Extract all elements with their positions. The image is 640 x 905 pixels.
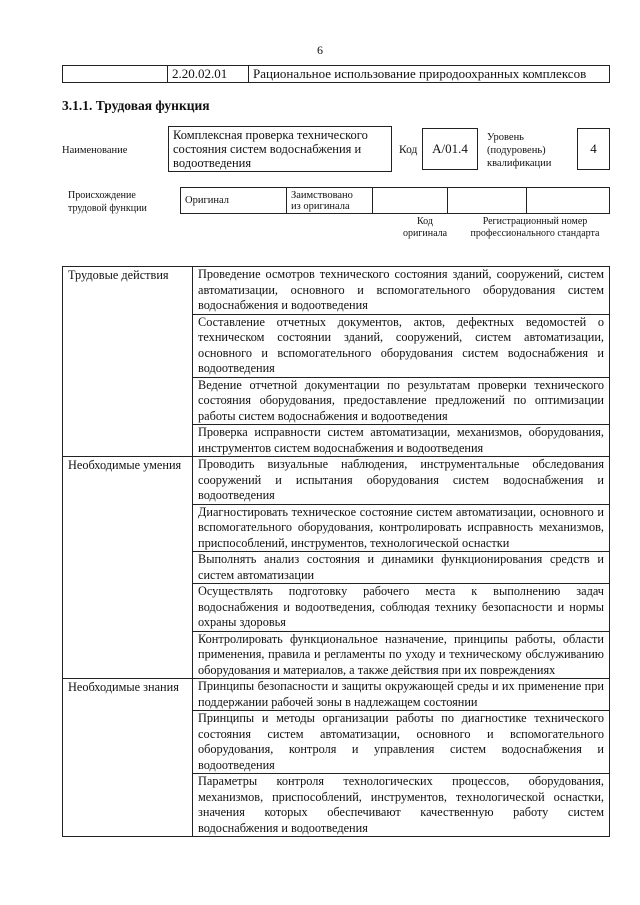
function-details-table: [62, 266, 610, 837]
level-label-line-2: (подуровень): [487, 145, 546, 156]
origin-borrowed-line-1: Заимствовано: [291, 189, 353, 201]
top-row-empty-cell: [63, 66, 168, 83]
level-label: [487, 131, 551, 170]
origin-reg-number-cell: [527, 188, 610, 214]
table-row: [63, 267, 610, 315]
section-category: Необходимые умения: [63, 457, 193, 679]
section-category: Трудовые действия: [63, 267, 193, 457]
section-item: Осуществлять подготовку рабочего места к выполнению задач водоснабжения и водоотведения, соблюдая технику безопасности и нормы охраны здоровья: [193, 584, 610, 632]
origin-label-line-1: Происхождение: [68, 190, 136, 201]
top-code-row: [62, 65, 610, 83]
origin-code-cell: [448, 188, 527, 214]
top-row-title: Рациональное использование природоохранных комплексов: [249, 66, 610, 83]
name-label: Наименование: [62, 145, 128, 156]
qualification-level: 4: [577, 128, 610, 170]
section-item: Параметры контроля технологических процессов, оборудования, механизмов, приспособлений, инструментов, технологической оснастки, значения которых обеспечивают качественную работу систем водоснабжения и водоотведения: [193, 774, 610, 837]
top-row-code: 2.20.02.01: [168, 66, 249, 83]
code-original-line-1: Код: [417, 216, 433, 227]
code-original-line-2: оригинала: [402, 228, 448, 239]
section-item: Составление отчетных документов, актов, дефектных ведомостей о техническом состоянии зданий, сооружений, систем автоматизации, основного и вспомогательного оборудования систем водоснабжения и водоотведения: [193, 314, 610, 377]
table-row: [63, 457, 610, 505]
section-item: Контролировать функциональное назначение, принципы работы, области применения, правила и регламенты по уходу и техническому обслуживанию оборудования и материалов, а также действия при их повреждениях: [193, 631, 610, 679]
section-item: Проверка исправности систем автоматизации, механизмов, оборудования, инструментов систем водоснабжения и водоотведения: [193, 425, 610, 457]
section-item: Проводить визуальные наблюдения, инструментальные обследования сооружений и испытания оборудования систем водоснабжения и водоотведения: [193, 457, 610, 505]
reg-number-label: [462, 216, 608, 240]
origin-label: [68, 189, 147, 215]
section-item: Диагностировать техническое состояние систем автоматизации, основного и вспомогательного оборудования, контролировать исправность механизмов, приспособлений, инструментов, технологической оснастки: [193, 504, 610, 552]
section-item: Принципы безопасности и защиты окружающей среды и их применение при поддержании рабочей зоны в надлежащем состоянии: [193, 679, 610, 711]
code-label: Код: [399, 144, 418, 156]
origin-empty-cell: [373, 188, 448, 214]
origin-original-cell: [181, 188, 287, 214]
section-title: 3.1.1. Трудовая функция: [62, 98, 210, 113]
page-number: 6: [317, 43, 323, 57]
origin-label-line-2: трудовой функции: [68, 203, 147, 214]
origin-table: [180, 187, 610, 214]
section-item: Принципы и методы организации работы по диагностике технического состояния систем автоматизации, основного и вспомогательного оборудования, контроля и управления систем водоснабжения и водоотведения: [193, 711, 610, 774]
section-item: Ведение отчетной документации по результатам проверки технического состояния оборудования, предоставление предложений по оптимизации работы систем водоснабжения и водоотведения: [193, 377, 610, 425]
table-row: [63, 679, 610, 711]
section-category: Необходимые знания: [63, 679, 193, 837]
code-original-label: [393, 216, 457, 240]
origin-borrowed-line-2: из оригинала: [291, 200, 350, 212]
reg-number-line-1: Регистрационный номер: [482, 216, 588, 227]
origin-original: Оригинал: [185, 195, 229, 206]
function-name: Комплексная проверка технического состояния систем водоснабжения и водоотведения: [168, 126, 392, 172]
origin-borrowed-cell: [287, 188, 373, 214]
section-item: Выполнять анализ состояния и динамики функционирования средств и систем автоматизации: [193, 552, 610, 584]
section-item: Проведение осмотров технического состояния зданий, сооружений, систем автоматизации, основного и вспомогательного оборудования систем водоснабжения и водоотведения: [193, 267, 610, 315]
reg-number-line-2: профессионального стандарта: [470, 228, 600, 239]
level-label-line-3: квалификации: [487, 158, 552, 169]
function-code: A/01.4: [422, 128, 478, 170]
level-label-line-1: Уровень: [487, 132, 524, 143]
